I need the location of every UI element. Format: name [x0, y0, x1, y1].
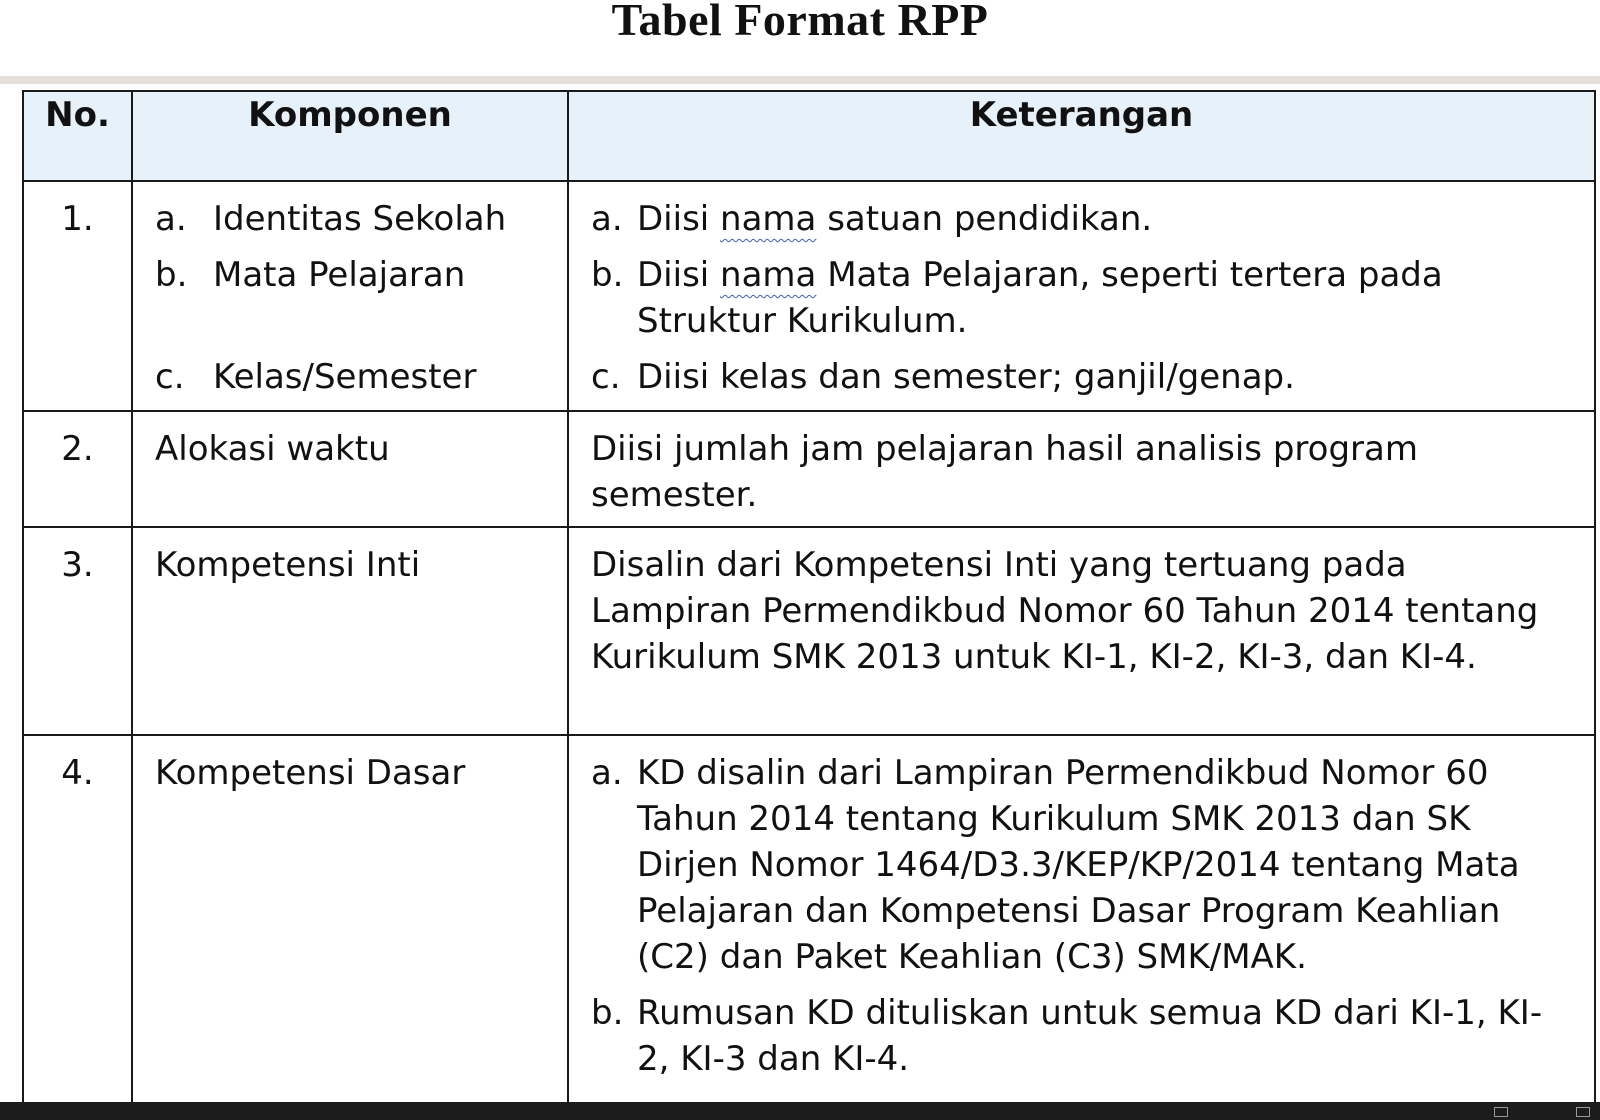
komponen-cell: Kompetensi Dasar — [132, 735, 568, 1115]
list-item — [591, 196, 1574, 242]
list-text: Identitas Sekolah — [213, 199, 507, 239]
title-divider — [0, 76, 1600, 84]
left-margin — [0, 84, 22, 1104]
komponen-cell — [132, 181, 568, 411]
text-segment: satuan pendidikan. — [816, 199, 1153, 239]
spellcheck-underline: nama — [720, 255, 817, 295]
list-item — [155, 354, 567, 400]
list-marker: b. — [591, 993, 624, 1033]
header-no: No. — [23, 91, 132, 181]
list-marker: a. — [155, 199, 187, 239]
keterangan-cell — [568, 181, 1595, 411]
row-number: 2. — [23, 411, 132, 527]
table-row — [23, 527, 1595, 735]
list-item — [591, 990, 1574, 1082]
table-row — [23, 181, 1595, 411]
komponen-cell: Alokasi waktu — [132, 411, 568, 527]
list-marker: b. — [591, 255, 624, 295]
list-marker: c. — [591, 357, 621, 397]
keterangan-cell: Disalin dari Kompetensi Inti yang tertuang pada Lampiran Permendikbud Nomor 60 Tahun 2014 tentang Kurikulum SMK 2013 untuk KI-1, KI-2, KI-3, dan KI-4. — [568, 527, 1595, 735]
list-marker: a. — [591, 753, 623, 793]
list-marker: b. — [155, 255, 188, 295]
keterangan-cell — [568, 735, 1595, 1115]
list-text: Rumusan KD dituliskan untuk semua KD dari KI-1, KI-2, KI-3 dan KI-4. — [637, 993, 1543, 1079]
taskbar — [0, 1102, 1600, 1120]
keterangan-cell: Diisi jumlah jam pelajaran hasil analisis program semester. — [568, 411, 1595, 527]
text-segment: Diisi — [637, 199, 721, 239]
list-marker: a. — [591, 199, 623, 239]
list-text: Kelas/Semester — [213, 357, 477, 397]
list-text: Diisi kelas dan semester; ganjil/genap. — [637, 357, 1295, 397]
list-text: Mata Pelajaran — [213, 255, 466, 295]
list-marker: c. — [155, 357, 185, 397]
tray-notification-icon[interactable] — [1576, 1107, 1590, 1117]
list-item — [591, 750, 1574, 980]
page-title: Tabel Format RPP — [611, 0, 989, 45]
rpp-format-table — [22, 90, 1596, 1116]
header-komponen: Komponen — [132, 91, 568, 181]
list-item — [591, 354, 1574, 400]
text-segment: Diisi — [637, 255, 721, 295]
tray-window-icon[interactable] — [1494, 1107, 1508, 1117]
table-header-row — [23, 91, 1595, 181]
list-text — [637, 252, 1574, 344]
list-item — [155, 196, 567, 242]
list-text: KD disalin dari Lampiran Permendikbud Nomor 60 Tahun 2014 tentang Kurikulum SMK 2013 dan SK Dirjen Nomor 1464/D3.3/KEP/KP/2014 tentang Mata Pelajaran dan Kompetensi Dasar Program Keahlian (C2) dan Paket Keahlian (C3) SMK/MAK. — [637, 753, 1520, 977]
row-number: 4. — [23, 735, 132, 1115]
spellcheck-underline: nama — [720, 199, 817, 239]
table-row — [23, 411, 1595, 527]
list-item — [591, 252, 1574, 344]
header-keterangan: Keterangan — [568, 91, 1595, 181]
komponen-cell: Kompetensi Inti — [132, 527, 568, 735]
list-item — [155, 252, 567, 298]
row-number: 1. — [23, 181, 132, 411]
row-number: 3. — [23, 527, 132, 735]
table-row — [23, 735, 1595, 1115]
list-text — [637, 196, 1574, 242]
text-segment: Mata Pelajaran, seperti tertera pada Struktur Kurikulum. — [637, 255, 1443, 341]
